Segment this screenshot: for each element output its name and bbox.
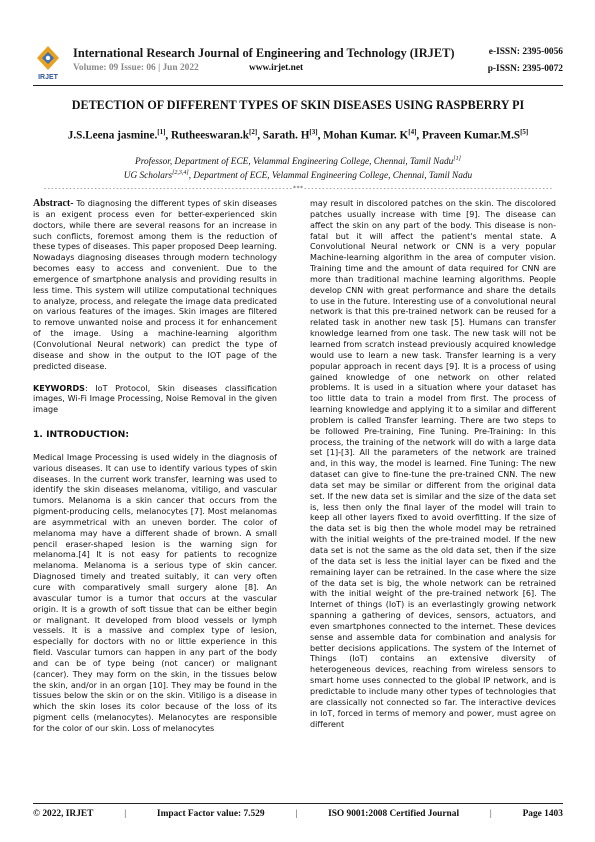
journal-header [33,44,563,84]
body-text: may result in discolored patches on the skin. The discolored patches usually increase with time [9]. The disease can affect the skin on any part of the body. This disease is non-fatal but it will affect the patient's mental state. A Convolutional Neural network or CNN is a very popular Machine-learning algorithm in the area of computer vision. Training time and the amount of data required for CNN are more than traditional machine learning algorithms. People develop CNN with great performance and share the details to use in the future. Interesting use of a convolutional neural network is that this pre-trained network can be reused for a related task in another new task [5]. Humans can transfer knowledge learned from one task. The new task will not be learned from scratch instead previously acquired knowledge would use to learn a new task. Transfer learning is a very popular approach in recent days [9]. It is a process of using gained knowledge of one network on other related problems. It is used in a situation where your dataset has too little data to train a model from first. The process of learning knowledge and applying it to a similar and different problem is called Transfer learning. There are two steps to be followed Pre-training, Fine Tuning. Pre-Training: In this process, the training of the network will do with a large data set [1]-[3]. All the parameters of the network are trained and, in this way, the model is learned. Fine Tuning: The new dataset can give to fine-tune the pre-trained CNN. The new data set may be similar or different from the original data set. If the new data set is similar and the size of the data set is, less then only the final layer of the model will train to keep all other layers fixed to avoid overfitting. If the size of the data set is big then the whole model may be retrained with the initial weights of the pre-trained model. If the new data set is not the same as the old data set, then if the size of the data set is less the initial layer can be fixed and the remaining layer can be retrained. In the case where the size of the data set is big, the whole network can be retrained with the initial weight of the pre-trained network [6]. The Internet of things (IoT) is an everlastingly growing network spanning a gathering of devices, sensors, actuators, and even smartphones connected to the internet. These devices sense and assemble data for combination and analysis for better decisions applications. The system of the Internet of Things (IoT) contains an extensive diversity of heterogeneous devices, reaching from wireless sensors to smart home uses connected to the global IP network, and is predictable to include many other types of technologies that are classically not connected so far. The interactive devices in IoT, forced in terms of memory and power, must agree on different [310,199,556,729]
section-heading-introduction: 1. INTRODUCTION: [33,429,130,441]
volume-issue: Volume: 09 Issue: 06 | Jun 2022 [73,63,199,73]
section-separator: ---------------------------------------------------------------------***--------------------------------------------------------------------- [43,185,553,192]
svg-text:IRJET: IRJET [38,74,58,81]
footer-rule [33,803,563,804]
iso-certification: ISO 9001:2008 Certified Journal [328,809,460,819]
impact-factor: Impact Factor value: 7.529 [156,809,265,819]
keywords-label: KEYWORDS [33,383,85,393]
irjet-logo-icon [33,44,63,82]
author-name: Sarath. H [262,129,310,142]
journal-title: International Research Journal of Engineering and Technology (IRJET) [73,46,455,60]
header-rule [33,85,563,86]
author-name: Mohan Kumar. K [323,129,409,142]
abstract [33,199,277,373]
affiliation-scholars: UG Scholars[2,3,4], Department of ECE, Velammal Engineering College, Chennai, Tamil Nadu [123,170,473,182]
abstract-text: To diagnosing the different types of skin diseases is an exigent process even for better-experienced skin doctors, while there are several reasons for an increase in such conflicts, foremost among them is the reduction of these types of diseases. This paper proposed Deep learning. Nowadays diagnosing diseases through modern technology becomes easy to access and convenient. Due to the emergence of smartphone analysis and providing results in less time. This system will utilize computational techniques to analyze, process, and relegate the image data predicated on various features of the images. Skin images are filtered to remove unwanted noise and process it for enhancement of the image. Using a machine-learning algorithm (Convolutional Neural network) can predict the type of disease and show in the output to the IOT page of the predicted disease. [33,199,277,371]
pissn: p-ISSN: 2395-0072 [487,64,563,74]
journal-website[interactable]: www.irjet.net [249,63,304,73]
introduction-text: Medical Image Processing is used widely in the diagnosis of various diseases. It can use to identify various types of skin diseases. In the current work transfer, learning was used to identify the skin diseases melanoma, vitiligo, and vascular tumors. Melanoma is a skin cancer that occurs from the pigment-producing cells, melanocytes [7]. Most melanomas are asymmetrical with an uneven border. The color of melanoma may have a different shade of brown. A small pencil eraser-shaped lesion is the warning sign for melanoma.[4] It is not easy for patients to recognize melanoma. Melanoma is a serious type of skin cancer. Diagnosed timely and treated suitably, it can very often cure with comparatively small surgery alone [8]. An avascular tumor is a tumor that occurs at the vascular origin. It is a growth of soft tissue that can be either begin or malignant. It developed from blood vessels or lymph vessels. It is a massive and complex type of lesion, especially for doctors with no or little experience in this field. Vascular tumors can happen in any part of the body and can be of type being (not cancer) or malignant (cancer). They may form on the skin, in the tissues below the skin, and/or in an organ [10]. They may be found in the tissues below the skin or on the skin. Vitiligo is a disease in which the skin loses its color because of the loss of its pigment cells (melanocytes). Melanocytes are responsible for the color of our skin. Loss of melanocytes [33,452,277,733]
affiliation-professor: Professor, Department of ECE, Velammal Engineering College, Chennai, Tamil Nadu[1] [135,156,461,168]
author-name: Rutheeswaran.k [171,129,250,142]
eissn: e-ISSN: 2395-0056 [488,47,563,57]
footer-divider: | [295,809,298,819]
copyright: © 2022, IRJET [33,809,94,819]
page-footer [33,809,563,823]
keywords [33,384,277,417]
page-number: Page 1403 [522,809,563,819]
abstract-label: Abstract- [33,198,74,209]
author-list: J.S.Leena jasmine.[1], Rutheeswaran.k[2], Sarath. H[3], Mohan Kumar. K[4], Praveen Kumar.M.S[5] [67,128,529,142]
right-column [310,199,556,730]
author-name: Praveen Kumar.M.S [422,129,521,142]
left-column [33,199,277,735]
author-name: J.S.Leena jasmine. [67,129,158,142]
keywords-text: : IoT Protocol, Skin diseases classification images, Wi-Fi Image Processing, Noise Removal in the given image [33,383,277,415]
paper-title: DETECTION OF DIFFERENT TYPES OF SKIN DISEASES USING RASPBERRY PI [71,98,525,112]
footer-divider: | [124,809,127,819]
footer-divider: | [489,809,492,819]
